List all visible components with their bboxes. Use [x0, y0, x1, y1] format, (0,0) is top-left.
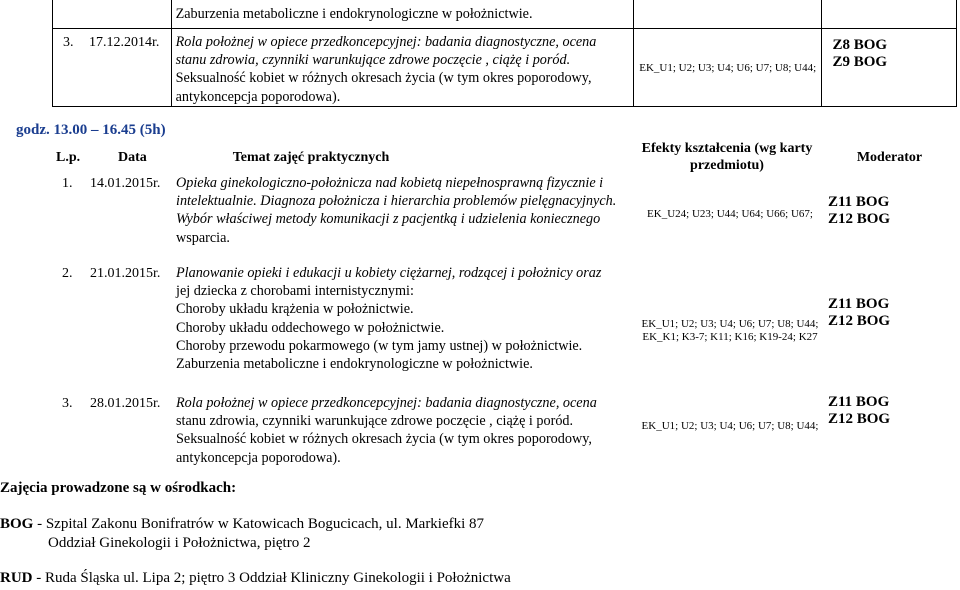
time-label: godz. 13.00 – 16.45 (5h)	[16, 122, 166, 138]
row2-moderators: Z11 BOG Z12 BOG	[828, 296, 891, 329]
rud-text: - Ruda Śląska ul. Lipa 2; piętro 3 Oddział Kliniczny Ginekologii i Położnictwa	[32, 570, 511, 586]
header-topic: Temat zajęć praktycznych	[232, 150, 390, 165]
row1-lp-date: 1. 14.01.2015r.	[62, 176, 161, 191]
bog-code: BOG	[0, 516, 34, 532]
row2-effects: EK_U1; U2; U3; U4; U6; U7; U8; U44; EK_K1; K3-7; K11; K16; K19-24; K27	[641, 318, 819, 343]
bog-text: - Szpital Zakonu Bonifratrów w Katowicach Bogucicach, ul. Markiefki 87	[37, 516, 485, 532]
row1-effects: EK_U24; U23; U44; U64; U66; U67;	[647, 208, 813, 220]
top-schedule-table	[52, 0, 957, 107]
header-lp: L.p.	[56, 150, 81, 165]
row1-topic: Opieka ginekologiczno-położnicza nad kobietą niepełnosprawną fizycznie i intelektualnie. Diagnoza położnicza i hierarchia problemów pielęgnacyjnych. Wybór właściwej metody komunikacji z pacjentką i udzielenia koniecznego wsparcia.	[176, 175, 617, 246]
row-moderators: Z8 BOG Z9 BOG	[832, 37, 888, 70]
footer-bog	[0, 516, 484, 533]
footer-rud	[0, 570, 511, 587]
header-effects: Efekty kształcenia (wg karty przedmiotu)	[641, 141, 813, 173]
row3-effects: EK_U1; U2; U3; U4; U6; U7; U8; U44;	[641, 420, 819, 432]
row2-topic: Planowanie opieki i edukacji u kobiety ciężarnej, rodzącej i położnicy oraz jej dziecka z chorobami internistycznymi: Choroby układu krążenia w położnictwie. Choroby układu oddechowego w położnictwie. Choroby przewodu pokarmowego (w tym jamy ustnej) w położnictwie. Zaburzenia metaboliczne i endokrynologiczne w położnictwie.	[176, 265, 602, 373]
main-schedule-table	[52, 140, 957, 174]
continuation-topic: Zaburzenia metaboliczne i endokrynologiczne w położnictwie.	[175, 6, 533, 22]
row-topic: Rola położnej w opiece przedkoncepcyjnej: badania diagnostyczne, ocena stanu zdrowia, czynniki warunkujące zdrowe poczęcie , ciążę i poród. Seksualność kobiet w różnych okresach życia (w tym okres poporodowy, antykoncepcja poporodowa).	[175, 34, 597, 105]
row2-lp-date: 2. 21.01.2015r.	[62, 266, 161, 281]
row1-moderators: Z11 BOG Z12 BOG	[828, 194, 891, 227]
header-moderator: Moderator	[856, 150, 923, 165]
row3-moderators: Z11 BOG Z12 BOG	[828, 394, 891, 427]
footer-heading: Zajęcia prowadzone są w ośrodkach:	[0, 480, 237, 496]
row-effects: EK_U1; U2; U3; U4; U6; U7; U8; U44;	[639, 62, 817, 75]
row-lp: 3.	[63, 35, 74, 50]
rud-code: RUD	[0, 570, 33, 586]
footer-bog-line2: Oddział Ginekologii i Położnictwa, piętro 2	[48, 535, 311, 551]
header-date: Data	[118, 150, 147, 165]
row-date: 17.12.2014r.	[89, 35, 160, 50]
row3-lp-date: 3. 28.01.2015r.	[62, 396, 161, 411]
row3-topic: Rola położnej w opiece przedkoncepcyjnej: badania diagnostyczne, ocena stanu zdrowia, czynniki warunkujące zdrowe poczęcie , ciążę i poród. Seksualność kobiet w różnych okresach życia (w tym okres poporodowy, antykoncepcja poporodowa).	[176, 395, 597, 466]
